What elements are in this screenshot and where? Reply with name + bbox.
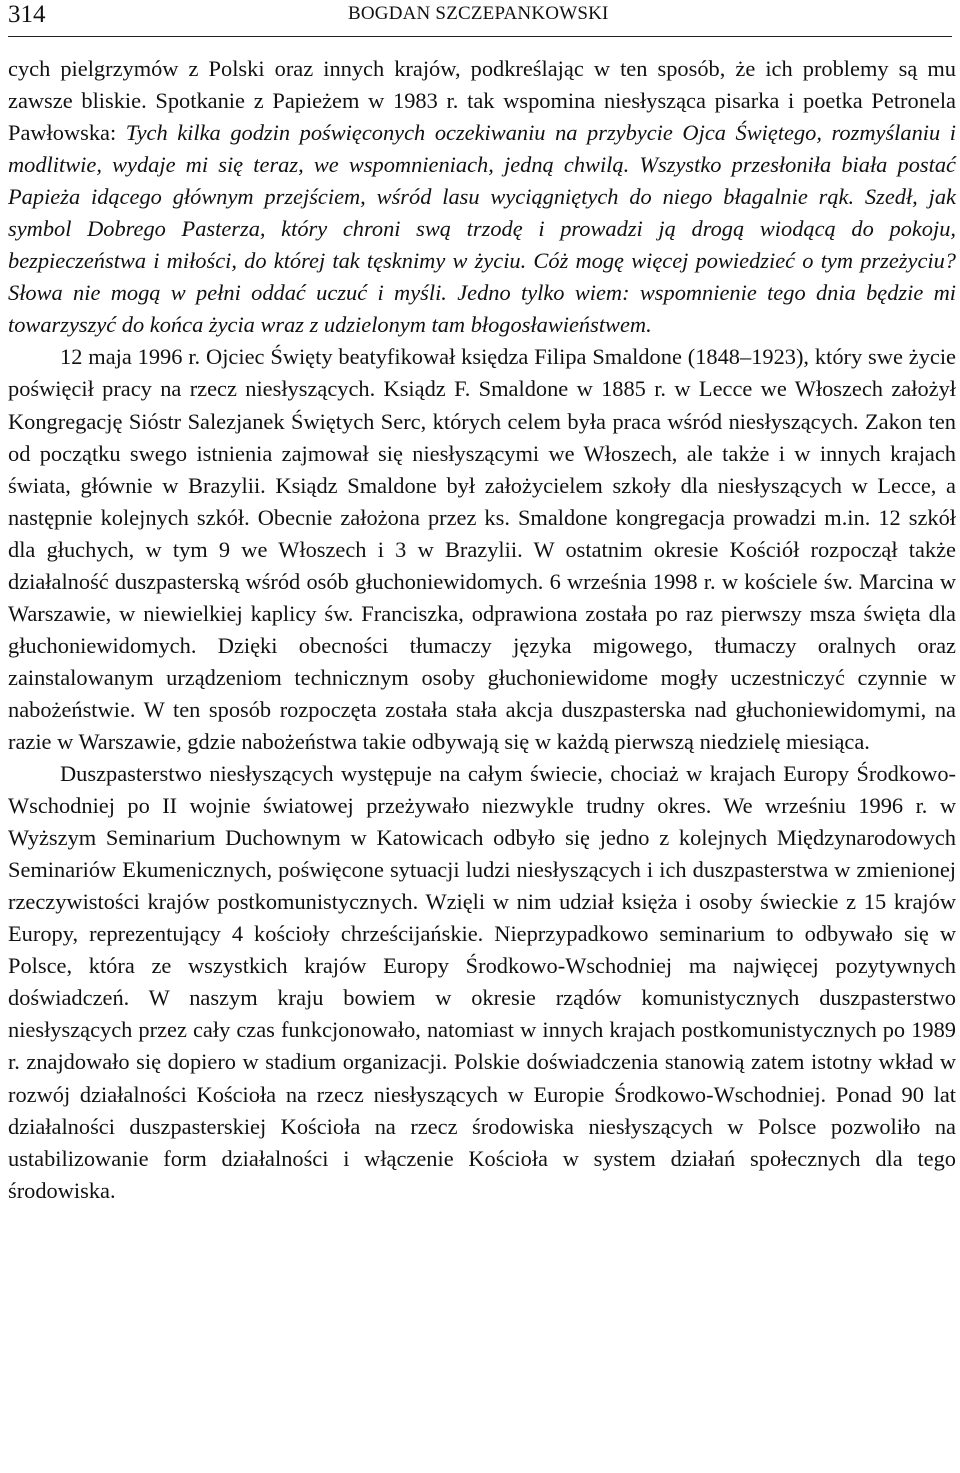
paragraph-1-text: cych pielgrzymów z Polski oraz innych krajów, podkreślając w ten sposób, że ich problemy są mu zawsze bliskie. Spotkanie z Papieżem w 1983 r. tak wspomina niesłysząca pisarka i poetka Petronela Pawłowska: <box>8 56 956 146</box>
paragraph-2: 12 maja 1996 r. Ojciec Święty beatyfikował księdza Filipa Smaldone (1848–1923), który swe życie poświęcił pracy na rzecz niesłyszących. Ksiądz F. Smaldone w 1885 r. w Lecce we Włoszech założył Kongregację Sióstr Salezjanek Świętych Serc, których celem była praca wśród niesłyszących. Zakon ten od początku swego istnienia zajmował się niesłyszącymi we Włoszech, ale także i w innych krajach świata, głównie w Brazylii. Ksiądz Smaldone był założycielem szkoły dla niesłyszących w Lecce, a następnie kolejnych szkół. Obecnie założona przez ks. Smaldone kongregacja prowadzi m.in. 12 szkół dla głuchych, w tym 9 we Włoszech i 3 w Brazylii. W ostatnim okresie Kościół rozpoczął także działalność duszpasterską wśród osób głuchoniewidomych. 6 września 1998 r. w kościele św. Marcina w Warszawie, w niewielkiej kaplicy św. Franciszka, odprawiona została po raz pierwszy msza święta dla głuchoniewidomych. Dzięki obecności tłumaczy języka migowego, tłumaczy oralnych oraz zainstalowanym urządzeniom technicznym osoby głuchoniewidome mogły uczestniczyć czynnie w nabożeństwie. W ten sposób rozpoczęta została stała akcja duszpasterska nad głuchoniewidomymi, na razie w Warszawie, gdzie nabożeństwa takie odbywają się w każdą pierwszą niedzielę miesiąca. <box>8 344 956 754</box>
paragraph-3: Duszpasterstwo niesłyszących występuje na całym świecie, chociaż w krajach Europy Środkowo-Wschodniej po II wojnie światowej przeżywało niezwykle trudny okres. We wrześniu 1996 r. w Wyższym Seminarium Duchownym w Katowicach odbyło się jedno z kolejnych Międzynarodowych Seminariów Ekumenicznych, poświęcone sytuacji ludzi niesłyszących i ich duszpasterstwa w zmienionej rzeczywistości krajów postkomunistycznych. Wzięli w nim udział księża i osoby świeckie z 15 krajów Europy, reprezentujący 4 kościoły chrześcijańskie. Nieprzypadkowo seminarium to odbywało się w Polsce, która ze wszystkich krajów Europy Środkowo-Wschodniej ma najwięcej pozytywnych doświadczeń. W naszym kraju bowiem w okresie rządów komunistycznych duszpasterstwo niesłyszących przez cały czas funkcjonowało, natomiast w innych krajach postkomunistycznych po 1989 r. znajdowało się dopiero w stadium organizacji. Polskie doświadczenia stanowią zatem istotny wkład w rozwój działalności Kościoła na rzecz niesłyszących w Europie Środkowo-Wschodniej. Ponad 90 lat działalności duszpasterskiej Kościoła na rzecz środowiska niesłyszących w Polsce pozwoliło na ustabilizowanie form działalności i włączenie Kościoła w system działań społecznych dla tego środowiska. <box>8 761 956 1203</box>
body-text <box>8 53 956 1207</box>
running-head: BOGDAN SZCZEPANKOWSKI <box>348 3 609 24</box>
paragraph-1 <box>8 53 956 341</box>
pawlowska-quote: Tych kilka godzin poświęconych oczekiwaniu na przybycie Ojca Świętego, rozmyślaniu i modlitwie, wydaje mi się teraz, we wspomnieniach, jedną chwilą. Wszystko przesłoniła biała postać Papieża idącego głównym przejściem, wśród lasu wyciągniętych do niego błagalnie rąk. Szedł, jak symbol Dobrego Pasterza, który chroni swą trzodę i prowadzi ją drogą wiodącą do pokoju, bezpieczeństwa i miłości, do której tak tęsknimy w życiu. Cóż mogę więcej powiedzieć o tym przeżyciu? Słowa nie mogą w pełni oddać uczuć i myśli. Jedno tylko wiem: wspomnienie tego dnia będzie mi towarzyszyć do końca życia wraz z udzielonym tam błogosławieństwem. <box>8 120 956 338</box>
page-number: 314 <box>8 1 46 28</box>
page-header <box>8 0 952 37</box>
